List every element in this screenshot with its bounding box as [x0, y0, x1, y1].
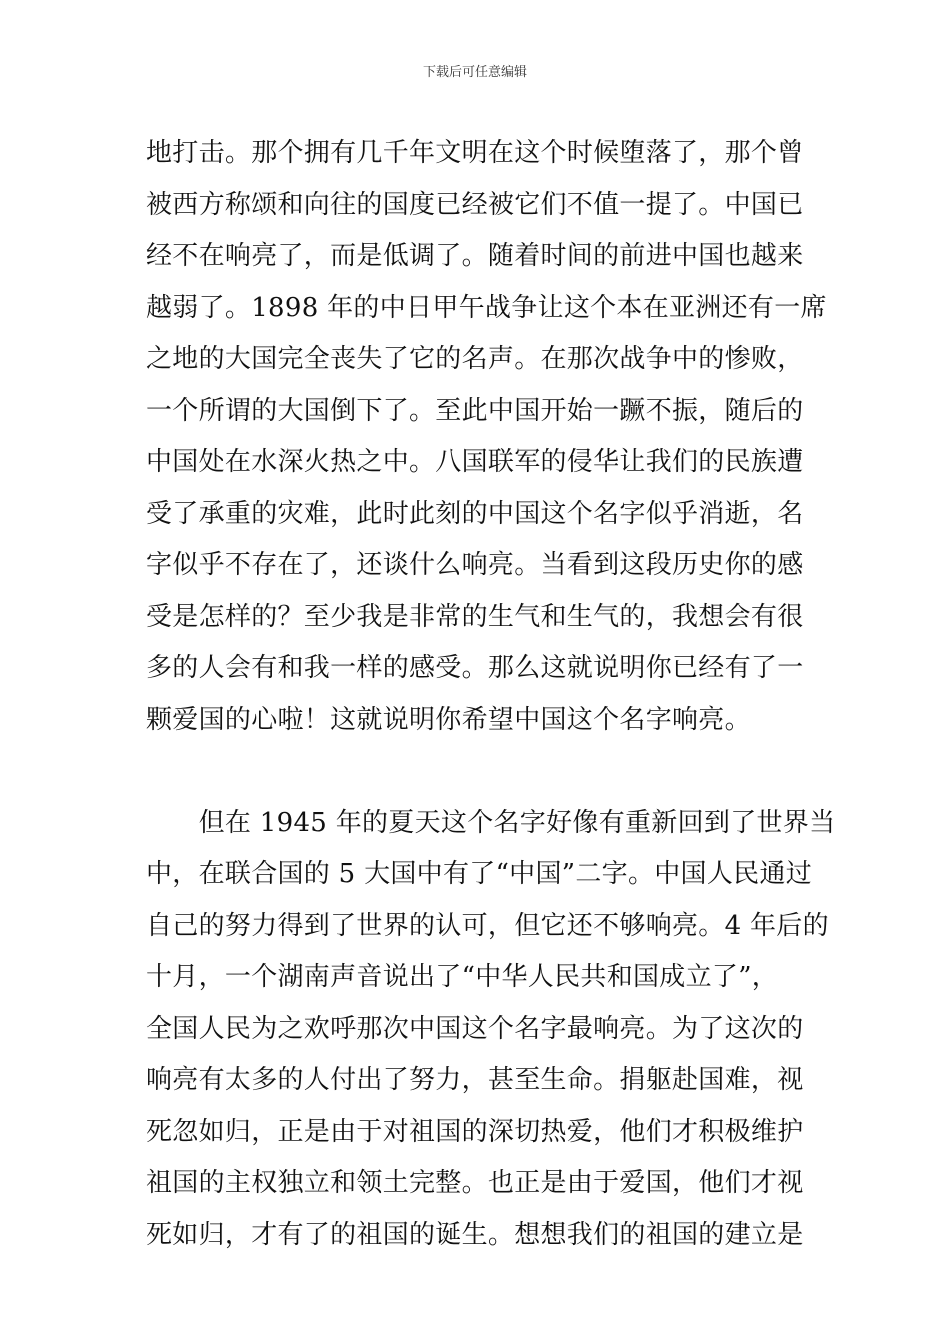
text-line: 全国人民为之欢呼那次中国这个名字最响亮。为了这次的 — [146, 1013, 804, 1044]
text-line: 祖国的主权独立和领土完整。也正是由于爱国，他们才视 — [146, 1168, 804, 1198]
paragraph-2 — [146, 798, 836, 1262]
paragraph-spacer — [146, 746, 808, 798]
text-line: 一个所谓的大国倒下了。至此中国开始一蹶不振，随后的 — [146, 395, 804, 426]
text-line: 越弱了。1898 年的中日甲午战争让这个本在亚洲还有一席 — [146, 292, 827, 323]
text-line: 经不在响亮了，而是低调了。随着时间的前进中国也越来 — [146, 241, 804, 271]
text-line: 受是怎样的？至少我是非常的生气和生气的，我想会有很 — [146, 601, 804, 632]
text-line: 地打击。那个拥有几千年文明在这个时候堕落了，那个曾 — [146, 138, 804, 168]
text-line: 之地的大国完全丧失了它的名声。在那次战争中的惨败， — [146, 344, 804, 374]
text-line: 中，在联合国的 5 大国中有了“中国”二字。中国人民通过 — [146, 859, 813, 889]
text-line: 死忽如归，正是由于对祖国的深切热爱，他们才积极维护 — [146, 1116, 804, 1147]
text-line: 颗爱国的心啦！这就说明你希望中国这个名字响亮。 — [146, 704, 751, 735]
paragraph-1 — [146, 128, 827, 746]
text-line: 受了承重的灾难，此时此刻的中国这个名字似乎消逝，名 — [146, 498, 804, 529]
text-line: 十月，一个湖南声音说出了“中华人民共和国成立了”， — [146, 962, 779, 992]
text-line: 被西方称颂和向往的国度已经被它们不值一提了。中国已 — [146, 189, 804, 220]
text-line: 字似乎不存在了，还谈什么响亮。当看到这段历史你的感 — [146, 550, 804, 580]
text-line: 中国处在水深火热之中。八国联军的侵华让我们的民族遭 — [146, 447, 804, 477]
text-line: 自己的努力得到了世界的认可，但它还不够响亮。4 年后的 — [146, 910, 829, 941]
text-line: 但在 1945 年的夏天这个名字好像有重新回到了世界当 — [146, 807, 836, 838]
text-line: 响亮有太多的人付出了努力，甚至生命。捐躯赴国难，视 — [146, 1065, 804, 1095]
document-body — [146, 128, 836, 1261]
page-header: 下载后可任意编辑 — [422, 65, 527, 80]
text-line: 死如归，才有了的祖国的诞生。想想我们的祖国的建立是 — [146, 1219, 804, 1250]
text-line: 多的人会有和我一样的感受。那么这就说明你已经有了一 — [146, 653, 804, 683]
